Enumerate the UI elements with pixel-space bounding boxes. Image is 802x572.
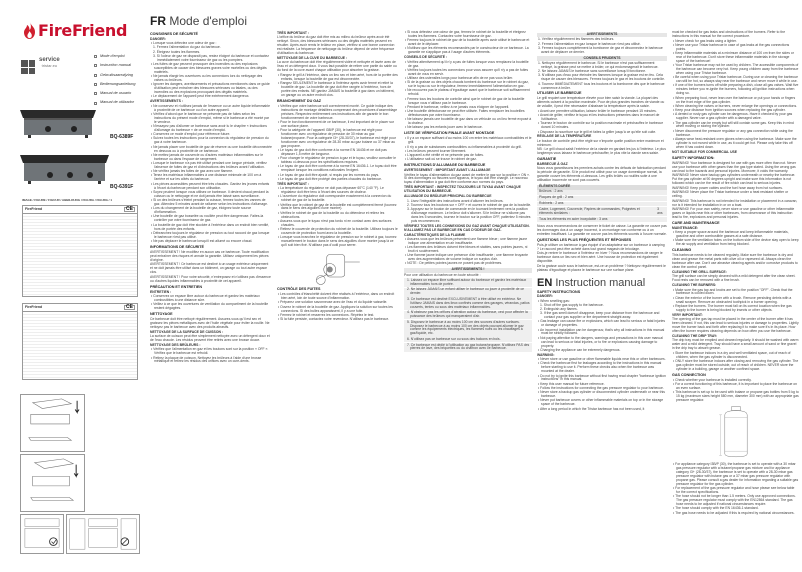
- fr-section-title: [150, 14, 247, 28]
- list-item: • Suivez toutes les instructions pour la connexion du régulateur de pression du gaz à votre barbecue.: [151, 136, 269, 145]
- list-item: • Do not try to ignite this barbecue without first having read chapter "barbecue ignition instructions" in this manual.: [538, 373, 666, 382]
- cert-brand: FireFriend: [25, 305, 43, 309]
- list-item: • Vérifiez toujours toutes les connexions pour vous assurer qu'il n'y a pas de fuites avant de vous en servir.: [405, 67, 529, 76]
- list-item: • Gas leakage can cause fire or explosions, which can lead to serious or fatal injuries or damage of properties.: [538, 319, 666, 328]
- subheading: AVERTISSEMENTS :: [150, 99, 183, 104]
- subheading: CLEANING THE BURNERS:: [672, 283, 717, 288]
- list-item: • La température du régulateur ne doit pas dépasser 60°C (140 °F). Le régulateur doit être tenu à l'écart des sources de chaleur.: [278, 186, 384, 195]
- subheading: CLEANING THE GRILL SURFACE:: [672, 270, 727, 275]
- section-heading: BRANCHEMENT DU GAZ: [277, 98, 322, 103]
- warranty-table: [537, 185, 667, 224]
- assembly-diagram-1: [20, 394, 85, 452]
- section-heading: CARE AND MAINTENANCE: [672, 221, 720, 226]
- paragraph: Ce barbecue doit être nettoyé régulièrement. Assurez-vous qu'il est sec et graissez les pièces métalliques avec de l'huile végétale pour éviter la rouille. Ne nettoyez pas le barbecue avec des produits abrasifs.: [150, 317, 270, 329]
- paragraph: Le grill requiert une température élevée pour bien saisir la viande. La plupart des aliments cuisent à la position maximale. Pour de plus grandes tranches de viande ou de volaille, il peut être nécessaire d'abaisser la température après la saisie.: [537, 96, 665, 109]
- shaded-heading: AVERTISSEMENTS: [537, 33, 667, 38]
- list-item: • Avant de griller, vérifiez le tuyau et les instructions présentes dans le manuel de l'utilisateur.: [538, 113, 660, 122]
- list-item: • Make sure the gas tap and knobs are set to the position "OFF". Check that the barbecue is cooled down.: [673, 287, 793, 296]
- shaded-heading: CONSEILS PRUDENTS: [537, 56, 667, 61]
- list-item: • Ne recouvrez pas le plateau d'égouttage avant que le barbecue soit suffisamment refroidi.: [405, 88, 530, 97]
- subheading: CARACTÉRISTIQUES DE LA FLAMME: [404, 232, 466, 237]
- list-item: • An incorrect installation can be dangerous; that's why all instructions in this manual must be strictly followed.: [538, 327, 665, 336]
- subheading: DANGER:: [537, 294, 553, 299]
- paragraph: The opening of the gas tap must be placed in the center of the burner after it has been cleaned. If not, this can lead to serious injuries or damage to properties. Lightly move the burner back and forth after replacing it to make sure it's in its place. How often the burner requires cleaning depends on how often you use the barbecue.: [672, 317, 799, 333]
- paragraph: must be checked for gas leaks and obstructions of the burners. Refer to the instructions in this manual for the correct procedure.: [672, 30, 786, 38]
- list-item: • Keep inflammable materials at a minimum distance of 100 cm from the sides or rear of the barbecue. Don't store these inflammable materials in the storage space of the barbecue!: [673, 50, 794, 63]
- language-list: [94, 52, 135, 108]
- numbered-item: 3. Si l'odeur de gaz ne disparaît pas, restez éloigné du barbecue et contactez immédiatement votre fournisseur de gaz ou les pompiers.: [153, 53, 270, 62]
- subheading: WARNING:: [537, 352, 555, 357]
- en-section-title: [537, 277, 667, 289]
- list-item: • Ignorer les dangers, avertissements et précautions mentionnés dans ce guide d'utilisation peut entraîner des blessures sérieuses ou fatales, ou des incendies ou des explosions provoquant des dégâts matériels.: [151, 82, 270, 95]
- section-heading: NETTOYAGE: [150, 312, 173, 317]
- paragraph: NB : Le grill chaud saisit l'extérieur de la viande en gardant les jus à l'intérieur. Le plus longtemps vous laissez le barbecue préchauffer, le plus vite la viande sera saisie.: [537, 147, 666, 156]
- lang-code: FR: [150, 14, 166, 28]
- section-heading: PRÉCAUTION ET ENTRETIEN: [150, 284, 203, 289]
- list-item: • For replacement of the gas pressure regulator and hose please see below table for the correct specifications.: [673, 485, 795, 494]
- paragraph: AVERTISSEMENT ! Ce barbecue est destiné à un usage extérieur uniquement et ne doit jamais être utilisé dans un bâtiment, un garage ou tout autre espace clos.: [150, 262, 269, 275]
- language-item[interactable]: Instruction manual: [94, 61, 135, 70]
- list-item: • Les fuites de gaz peuvent provoquer des incendies ou des explosions susceptibles de causer des blessures graves voire mortelles ou des dégâts matériels.: [151, 61, 267, 74]
- list-item: • ONLY store the barbecue indoors after closing and removing the gas cylinder. The gas cylinder must be stored outside, out of reach of children. NEVER store the cylinder in a building, garage or another confined space.: [673, 358, 799, 371]
- list-item: • Ne mettez jamais de couvercle ou d'autres matériaux inflammables sur le barbecue ou dans l'espace de rangement.: [151, 152, 264, 161]
- list-item: • Fermez toujours le robinet de gaz de la bouteille après avoir utilisé le barbecue et avant de le déplacer.: [405, 38, 530, 47]
- table-cell: Cadre, Logement, Couvercle, Papiers de commandes, Poignées et éléments similaires :: [537, 207, 655, 217]
- list-item: • Ne conservez et n'utilisez jamais de l'essence ou un autre liquide inflammable à proximité de ce barbecue ou d'un autre appareil.: [151, 103, 270, 112]
- list-item: • Débranchez toujours le régulateur de pression ou tout raccord de gaz lorsque le barbecue n'est pas utilisé.: [151, 230, 270, 239]
- list-item: • Si la fuite persiste, contactez votre revendeur. N'utilisez pas le barbecue.: [278, 317, 390, 322]
- list-item: • Rangez SEULEMENT le barbecue à l'intérieur après avoir fermé et retiré la bouteille de gaz. La bouteille de gaz doit être rangée à l'extérieur, hors de portée des enfants. NE gardez JAMAIS la bouteille à gaz dans un bâtiment, un garage ou un autre endroit clos.: [278, 80, 395, 97]
- list-item: 2. Fermez l'alimentation en gaz lorsque le barbecue n'est pas utilisé.: [538, 41, 641, 46]
- table-cell: Brûleurs : 2 ans: [537, 190, 655, 195]
- shaded-heading: AVERTISSEMENTS !: [404, 268, 532, 273]
- list-item: • Always wear heat-resistant oven gloves when using the barbecue. Make sure the cylinder is not moved while in use, as it could get hot. Please only take this off when it has cooled down.: [673, 136, 797, 149]
- subheading: NOT SUITABLE FOR COMMERCIAL USE: [672, 149, 738, 154]
- list-item: • Assurez-vous que les brûleurs présentent une flamme bleue ; une flamme jaune indique une alimentation en air insuffisante.: [405, 236, 528, 245]
- numbered-item: 1. Lisez l'intégralité des instructions avant d'allumer les brûleurs.: [407, 198, 504, 203]
- list-item: • Retirez la plaque de cuisson. Nettoyez les brûleurs à l'aide d'une brosse métallique et retirez les résidus des orifices avec un cure-dents.: [151, 355, 262, 364]
- language-item[interactable]: Bedienungsanleitung: [94, 80, 135, 89]
- list-item: • Ouvrez le robinet de la bouteille de gaz. Appliquez la solution sur toutes les connexions. Si des bulles apparaissent, il y a une fuite.: [278, 304, 393, 313]
- list-item: • Ne vérifiez jamais les fuites de gaz avec une flamme.: [151, 169, 234, 174]
- table-header: ÉLÉMENTS DURÉE: [537, 185, 655, 190]
- certificate-table: [22, 205, 138, 297]
- list-item: • Never use your Tristar barbecue in case of gas leaks at the gas connections points.: [673, 42, 790, 51]
- list-item: • Si vous détectez une odeur de gaz, fermez le robinet de la bouteille et éteignez toutes les flammes. Contactez votre fournisseur de gaz.: [405, 30, 526, 38]
- list-item: • Si de la graisse ou des objets chauds tombent du barbecue sur le robinet du gaz, sur le tuyau ou sur le régulateur, fermez immédiatement l'alimentation en gaz.: [405, 80, 529, 89]
- list-item: • Vérifiez que l'alimentation en gaz et les boutons sont sur la position « OFF ». Vérifiez que le barbecue est refroidi.: [151, 347, 269, 356]
- service-url: tristar.eu: [41, 63, 58, 68]
- list-item: • Lorsque vous détectez une odeur de gaz :: [151, 41, 217, 46]
- paragraph: Nous vous recommandons de conserver le ticket de caisse. La garantie ne couvre pas les dommages dus à un usage incorrect, à un montage non conforme ou à un entretien insuffisant. La garantie ne couvre pas les éléments soumis à l'usure normale.: [537, 223, 667, 236]
- numbered-item: 3. Appuyez sur le bouton de commande en le tournant lentement vers la position d'allumage maximum. Le brûleur doit s'allumer. Si le brûleur ne s'allume pas dans les 5 secondes, tournez le bouton sur la position OFF, patientez 5 minutes puis recommencez.: [407, 206, 531, 223]
- section-heading: CONSIGNES DE SÉCURITÉ: [150, 32, 198, 36]
- list-item: • Une flamme jaune indique une présence d'air insuffisante ; une flamme bruyante avec des augmentations de volume indique un surplus d'air.: [405, 253, 528, 262]
- list-item: • The hose should comply with the EN 16436-1 standard.: [673, 506, 759, 511]
- list-item: • The hose should not be longer than 1.5 meters. Only use approved connections. The gas pressure regulator must comply with the EN12864 standard. The gas hose needs to be adjusted if national circumstances require.: [673, 494, 796, 507]
- ce-mark: CE: [126, 206, 133, 212]
- cert-table-body: [23, 214, 137, 296]
- list-item: • Check whether your barbecue is installed correctly.: [673, 377, 752, 382]
- paragraph: WARNING! For your own safety, never store or use gasoline or other inflammable gases or liquids near this or other barbecues, from observance of this instruction lead to fire, explosions and personal injuries.: [672, 207, 795, 220]
- list-item: • Le tuyau de gaz doit être conforme à la norme EN 16436 et ne doit pas dépasser 1,5 mètre de longueur.: [278, 148, 387, 157]
- paragraph: Vérifiez le tuyau d'alimentation du gaz avant de mettre le gaz sur la position « ON ». Si des dommages ou fissures sont apparus, le tuyau doit être changé. Le nouveau tuyau d'alimentation à gaz doit être conforme aux normes du pays.: [404, 172, 530, 185]
- list-item: • Not paying attention to the dangers, warnings and precautions in this user manual can lead to serious or fatal injuries, or to fire or explosions causing damage to property.: [538, 335, 663, 348]
- section-heading: SAFETY INFORMATION:: [672, 155, 715, 160]
- shaded-list-item: 6. N'utilisez pas ce barbecue sur ou sous des balcons en bois.: [404, 337, 532, 342]
- ce-mark: CE: [126, 304, 133, 310]
- assembly-diagram-2: [20, 454, 85, 512]
- numbered-item: 2. Tournez tous les boutons sur « OFF » et ouvrez le robinet de gaz de la bouteille.: [407, 202, 532, 207]
- list-item: • When cleaning the valves or burners, never enlarge the openings or connections.: [673, 103, 798, 108]
- list-item: 3. Fermez toujours complètement la bombonne de gaz et déconnectez le barbecue avant de déplacer ce dernier.: [538, 45, 663, 54]
- section-label: Mode d'emploi: [169, 14, 248, 28]
- list-item: • Vérifiez d'abord que le barbecue ne présente pas de fuites selon les instructions du présent mode d'emploi, même si le barbecue a été monté par le vendeur.: [151, 111, 270, 124]
- table-row: [537, 217, 667, 223]
- section-heading: CONTRÔLE DES FUITES: [277, 287, 321, 292]
- list-item: • Disposez la nourriture sur le grill et faites la griller jusqu'à ce qu'elle soit cuite.: [538, 129, 657, 134]
- list-item: • Le déplacement de l'appareil peut être extrêmement dangereux.: [151, 94, 250, 99]
- list-item: • Le tuyau de gaz doit être conforme à la norme EN 16436-1. Le tuyau doit être remplacé lorsque les conditions nationales l'exigent.: [278, 164, 397, 173]
- list-item: • Pour le bon fonctionnement de ce barbecue, il est important de le placer sur une surface plane.: [278, 119, 394, 128]
- table-cell: Robinets : 2 ans: [537, 201, 655, 207]
- numbered-item: 2. Éteignez toutes les flammes.: [153, 49, 201, 54]
- list-item: • Ne laissez jamais une bouteille de gaz dans un véhicule ou un lieu fermé exposé à la chaleur.: [405, 117, 532, 126]
- list-item: • Changing the appliance can be extremely dangerous.: [538, 347, 621, 352]
- list-item: • Replace the burners. The burner must fall on its correct location when the gas supply to the burner is being blocked by insects or other objects.: [673, 303, 792, 312]
- list-item: • Follow the instructions for connecting the gas pressure regulator to your barbecue.: [538, 385, 664, 390]
- numbered-item: 2. Extinguish any flames.: [540, 307, 578, 312]
- subheading: TRÈS IMPORTANT :: [277, 181, 309, 186]
- subheading: VERY IMPORTANT:: [672, 312, 703, 317]
- list-item: • Vérifiez attentivement qu'il n'y a pas de fuites lorsque vous remplacez la bouteille de gaz.: [405, 59, 529, 68]
- flame-icon: [22, 22, 38, 40]
- list-item: • Pour changer le régulateur de pression à gaz et le tuyau, veuillez consulter le tableau ci-dessous pour les spécifications requises.: [278, 156, 397, 165]
- certificate-table: [22, 303, 138, 380]
- table-cell: 3 ans: [655, 207, 667, 217]
- table-cell: Plaques de grill : 2 ans: [537, 195, 655, 201]
- list-item: • Une bouteille défectueuse ne peut être utilisée. Faites remplacer les bouteilles défectueuses par votre fournisseur.: [405, 109, 525, 118]
- list-item: • Conservez un espace libre autour du barbecue et gardez les matériaux combustibles à une distance sûre.: [151, 293, 260, 302]
- section-heading: GAS CONNECTION: [672, 372, 706, 377]
- model-label: BQ-6391F: [110, 184, 134, 190]
- paragraph: Nous vous garantissons les premiers achats contre les défauts de fabrication pendant la période de garantie. Si le produit est utilisé pour un usage domestique normal, la garantie couvre les éléments ci-dessous. Les grills brûlés ou rouillés suite à une utilisation incorrecte ne sont pas couverts.: [537, 166, 666, 183]
- paragraph: The grill surface can be simply cleaned with a mild detergent after the clean sheet. Food rests can be removed with a fine brush.: [672, 274, 796, 283]
- table-row: [537, 207, 667, 217]
- brand-logo: [22, 21, 127, 40]
- list-item: • Never put barbecue covers or other inflammable materials on top or in the storage space of the barbecue.: [538, 398, 664, 407]
- list-item: • Never disconnect the pressure regulator or any gas connection while using the barbecue.: [673, 128, 793, 137]
- language-item[interactable]: Mode d'emploi: [94, 52, 135, 61]
- list-item: • Keep this user manual for future reference.: [538, 381, 605, 386]
- gas-cylinder-diagram: [715, 405, 757, 461]
- text-column-1: [150, 31, 272, 365]
- list-item: • Si un des brûleurs s'éteint pendant la cuisson, fermez toutes les vannes de gaz. Attendez 5 minutes avant de rallumer selon les instructions d'allumage.: [151, 198, 268, 206]
- paragraph: AVERTISSEMENT ! Ne modifiez en aucun cas ce barbecue. Toute modification peut entraîner des risques et annule la garantie. Utilisez uniquement les pièces d'origine.: [150, 249, 269, 262]
- subheading: DANGER:: [150, 36, 166, 41]
- list-item: • Les brûleurs peuvent tourner librement.: [405, 148, 467, 153]
- list-item: • Keep a proper space around the barbecue and keep inflammable materials, gasoline and other combustible gasses at a safe distance.: [673, 230, 789, 239]
- shaded-list-item: 1. Laissez un espace libre suffisant autour du barbecue et gardez les matériaux inflammables hors de portée.: [404, 278, 532, 287]
- cert-table-body: [23, 312, 137, 379]
- list-item: • Never check for gas leaks using a lighter.: [673, 38, 737, 43]
- section-heading: LISTE DE VÉRIFICATION FINALE AVANT MONTAGE: [404, 131, 495, 136]
- list-item: • Le tuyau de gaz doit être ajusté, si requis par les normes du pays.: [278, 172, 380, 177]
- list-item: 3. N'utilisez pas d'eau pour éteindre les flammes lorsque la graisse est en feu. Cela risque de causer des blessures. Fermez toujours le gaz et les boutons de contrôle.: [538, 73, 666, 82]
- subheading: CONSEILS DE SÉCURITÉ :: [404, 55, 448, 60]
- list-item: • Utilisez des ustensiles longs pour barbecue afin de ne pas vous brûler.: [405, 75, 514, 80]
- numbered-item: 1. Shut off the gas supply to the barbecue.: [540, 302, 604, 307]
- list-item: • Vérifiez le robinet de gaz de la bouteille ou du détendeur et retirez les obstructions.: [278, 210, 385, 219]
- list-item: • Ne laissez pas les enfants jouer avec le barbecue.: [405, 125, 483, 130]
- section-heading: QUESTIONS LES PLUS FRÉQUENTES ET RÉPONSES: [537, 237, 632, 242]
- list-item: • N'essayez pas d'allumer ce barbecue sans avoir lu le chapitre « Instructions d'allumage du barbecue » de ce mode d'emploi.: [151, 123, 267, 132]
- shaded-list-item: 4. N'obstruez pas les orifices d'aération autour du barbecue, ceci pour affecter la puissance des brûleurs qui manqueraient d'air.: [404, 311, 532, 320]
- list-item: • Keep your distance from ignition sources when replacing the gas cylinder.: [673, 108, 786, 113]
- list-item: • Une bouteille de gaz bosselée ou rouillée peut être dangereuse. Faites-la contrôler par votre fournisseur de gaz.: [151, 214, 264, 223]
- list-item: • Ne pas déplacer le barbecue lorsqu'il est allumé ou encore chaud.: [151, 239, 253, 244]
- list-item: • Lors du changement de la bouteille de gaz, éloignez toute source d'inflammation.: [151, 206, 252, 215]
- shaded-list-item: 5. Disposez le barbecue à au moins 100 cm des sources d'autres surfaces. Disposez le barbecue à au moins 100 cm des objets pouvant allumer le gaz comme les équipements électriques, les flammes nues ou les chauffages à gaz/liquide, etc.: [404, 320, 532, 337]
- product-image-2-burner: [18, 108, 98, 138]
- paragraph: Puis-je utiliser un barbecue à gaz équipé d'un adaptateur sur un barbecue à camping ? Le raccord peut être acheté dans tout grand magasin de bricolage.: [537, 242, 665, 251]
- list-item: • For a correct functioning of this barbecue, it is important to place the barbecue on an even surface.: [673, 381, 798, 390]
- subheading: VÉRIFIEZ TOUTES LES CONNEXIONS DU GAZ AVANT CHAQUE UTILISATION. N'ALLUMEZ PAS LE BARBECUE EN CAS D'ODEUR DE GAZ.: [404, 223, 530, 232]
- list-item: • Check the barbecue first for leakages according to the instructions in this manual before starting to use it. Perform these checks also when the barbecue was mounted at the dealer.: [538, 361, 662, 374]
- list-item: • Ne jamais élargir les ouvertures ou les connexions lors du nettoyage des valves ou brûleurs.: [151, 73, 263, 82]
- list-item: • Fermez tous les boutons de contrôle ainsi que le robinet de gaz de la bouteille lorsque vous n'utilisez pas le barbecue.: [405, 96, 525, 105]
- list-item: • Fermez le robinet et resserrez les connexions. Répétez le test.: [278, 312, 375, 317]
- paragraph: WARNING! Your barbecue is designed for use with gas more often than not. Never use your barbecue with other gases than the gas type stated. Using the wrong gas can lead to fire hazards and personal injuries. Moreover, it voids the warranty.: [672, 160, 797, 173]
- paragraph: The drip tray must be emptied and cleaned regularly. It should be washed with warm water and a mild detergent. Tray should have a small amount of sand or fine gravel in the drip tray to absorb grease.: [672, 338, 799, 351]
- list-item: • L'appareil a été vérifié et ne présente pas de fuites.: [405, 153, 484, 158]
- text-column-5: [672, 31, 799, 516]
- subheading: TRÈS IMPORTANT : INSPECTEZ TOUJOURS LE TUYAU AVANT CHAQUE UTILISATION DU BARBECUE.: [404, 185, 521, 194]
- list-item: • Il n'y a pas de substances combustibles ou inflammables à proximité du grill.: [405, 144, 522, 149]
- section-heading: UTILISER LE BARBECUE: [537, 91, 582, 96]
- section-label: Instruction manual: [555, 276, 646, 289]
- list-item: • Make sure the ventilation holes on the bottom side of the device stay open to keep the air supply and ventilation from being blocked.: [673, 238, 799, 247]
- numbered-item: 3. If the gas smell doesn't disappear, keep your distance from the barbecue and contact your gas supplier or fire department straight away.: [540, 311, 660, 320]
- paragraph: Dois-je rentrer le barbecue à l'intérieur en hiver ? Nous recommandons de ranger le barbecue dans un lieu sec et bien aéré. Une housse de protection est également disponible.: [537, 251, 663, 264]
- paragraph: WARNING! Never store backup gas cylinders underneath or nearby the barbecue. Put the gas cylinder at 90 degrees upright and make sure this information is not followed which can be the result of fire which can lead to serious injuries.: [672, 173, 796, 186]
- subheading: CLEANING THE DRIP TRAY:: [672, 333, 718, 338]
- list-item: • The gas cylinder can be empty but will still contain some gas. Keep this in mind when moving or storing the cylinder.: [673, 120, 794, 129]
- list-item: • Pendant le barbecue, veillez à ne jamais vous éloigner de l'appareil.: [405, 104, 510, 109]
- correct-placement-image: [20, 514, 64, 554]
- list-item: • Be careful when using your Tristar barbecue. During use or cleaning the barbecue can still be hot, so always stay near the barbecue and never move it while in use.: [673, 75, 799, 84]
- list-item: • Ne jamais placer une bouteille de gaz de réserve ou une bouteille déconnectée en dessous ou à proximité de ce barbecue.: [151, 144, 272, 153]
- list-item: • Il y a un espace suffisant d'au moins 100 cm entre les matériaux combustibles et le grill.: [405, 136, 532, 145]
- paragraph: La cuve du barbecue doit être régulièrement vidée et nettoyée et lavée avec de l'eau et un détergent doux. Il vous faut possible de retirer une partie du sable ou du fond de la cuve avant chaque utilisation pour absorber la graisse.: [277, 60, 397, 73]
- list-item: • Les contrôles d'étanchéité doivent être réalisés à l'extérieur, dans un endroit bien aéré, loin de toute source d'inflammation.: [278, 292, 395, 301]
- service-logo: [39, 58, 60, 68]
- subheading: AVERTISSEMENT : IMPORTANT AVANT L'ALLUMAGE: [404, 168, 491, 173]
- list-item: • If one of the burners turns off while preparing a dish, close all gas valves. Wait five minutes before you re-ignite the burners, following all ignition instructions when doing so.: [673, 83, 799, 96]
- list-item: 1. Nettoyez régulièrement le barbecue. Si le barbecue n'est pas suffisamment nettoyé, la graisse peut se mettre à brûler, ce qui endommagerait le barbecue.: [538, 60, 659, 69]
- model-label: BQ-6389F: [110, 134, 134, 140]
- paragraph: L'orifice du brûleur du gaz doit être mis au milieu du brûleur après avoir été nettoyé. Sinon, des blessures sérieuses ou des dégâts matériels peuvent en résulter. Après avoir remis le brûleur en place, vérifiez si une bonne connexion est réalisée. La fréquence de nettoyage du brûleur dépend de votre fréquence d'utilisation du barbecue.: [277, 35, 395, 56]
- language-item[interactable]: Gebruiksaanwijzing: [94, 71, 135, 80]
- list-item: • Never store a backup gas cylinder or disconnected cylinder underneath or near this barbecue.: [538, 390, 665, 399]
- list-item: • When preparing food, never lean over the barbecue or put your hands or fingers on the front edge of the gas cylinder.: [673, 95, 796, 104]
- list-item: • Vérifiez que votre barbecue soit correctement monté. Ce guide indique des instructions de montage détaillées comprenant des procédures d'assemblage précises. Respectez entièrement ces instructions afin de garantir le bon fonctionnement de votre barbecue.: [278, 103, 398, 120]
- lang-code: EN: [537, 276, 553, 289]
- list-item: • Lorsque le barbecue n'a pas été utilisé pendant une longue période, vérifiez l'absence de fuites de gaz et d'obstructions des brûleurs avant l'utilisation.: [151, 160, 267, 169]
- list-item: • L'utilisateur sait où se trouve le robinet de gaz.: [405, 157, 477, 162]
- list-item: • Les pièces accessibles peuvent être très chaudes. Gardez les jeunes enfants à l'écart du barbecue pendant son utilisation.: [151, 181, 270, 190]
- paragraph: La surface de cuisson peut être simplement nettoyée avec un détergent doux et de l'eau chaude. Les résidus peuvent être retirés avec une brosse douce.: [150, 334, 270, 343]
- section-heading: GARANTIE: [537, 157, 557, 162]
- text-column-3: [404, 31, 532, 353]
- subheading: NETTOYAGE DES BRÛLEURS :: [150, 343, 201, 348]
- text-column-4: [537, 31, 667, 412]
- list-item: • This barbecue is set up to be used with butane or propane gas bottles from 5 kg to 15 kg (maximum sizes height 580 mm, diameter 300 mm) with an appropriate gas pressure regulator.: [673, 390, 799, 402]
- list-item: • Tournez le bouton de contrôle sur la position maximale et préchauffez le barbecue durant 10 minutes.: [538, 121, 664, 130]
- list-item: • Assurez-vous que le tuyau n'est pas tordu ni en contact avec des surfaces chaudes.: [278, 218, 392, 227]
- language-item[interactable]: Manual de utilizador: [94, 98, 135, 107]
- list-item: • A dented or rusty gas cylinder can be dangerous. Have it checked by your gas supplier. Never use a gas cylinder with a damaged valve.: [673, 112, 793, 121]
- subheading: ALLUMAGE DU BRÛLEUR PRINCIPAL DU BARBECUE: [404, 194, 492, 199]
- paragraph: De la graisse coule sous le barbecue, est-ce un problème ? Nettoyez régulièrement le plateau d'égouttage et placez le barbecue sur une surface plane.: [537, 263, 666, 272]
- list-item: • N'utilisez que les éléments recommandés par le constructeur de ce barbecue. La garantie ne s'applique pas à l'usage d'autres éléments.: [405, 46, 529, 55]
- shaded-list-item: 7. Ce barbecue est dédié à l'utilisation au gaz butane/propane. N'utilisez PAS des pierres de lave, des briquettes ou du charbon avec ce barbecue.: [404, 343, 532, 352]
- subheading: MAINTENANCE:: [672, 225, 699, 230]
- list-item: • Clean the exterior of the burner with a brush. Remove persisting debris with a small scraper. Remove an obstructed toothpick in a burner opening.: [673, 295, 792, 304]
- list-item: • Pour la catégorie de l'appareil I3B/P (30), le barbecue est réglé pour fonctionner avec un régulateur de pression de 30 mbar au gaz butane/propane. Pour la catégorie I3+ (28-30/37), le barbecue est réglé pour fonctionner avec un régulateur de 28-30 mbar au gaz butane ou 37 mbar au gaz propane.: [278, 128, 396, 148]
- paragraph: WARNING! Keep power cables and the fuel hose away from hot surfaces.: [672, 185, 783, 190]
- list-item: • Les flammes des brûleurs doivent être bleues et stables, sans pointes jaunes, ni bruit ni soulèvement.: [405, 244, 528, 253]
- list-item: • Préparez une solution savonneuse avec de l'eau et du liquide vaisselle.: [278, 300, 388, 305]
- list-item: • Veillez à ce que les ouvertures de ventilation du compartiment de la bouteille restent dégagées.: [151, 302, 269, 311]
- list-item: • After a long period in which the Tristar barbecue has not been used, it: [538, 406, 645, 411]
- paragraph: AVERTISSEMENT ! Pour votre sécurité, n'entreposez et n'utilisez pas d'essence ou d'autres liquides inflammables à proximité de cet appareil.: [150, 274, 271, 283]
- list-item: • Conservez ce mode d'emploi pour référence future.: [151, 132, 231, 137]
- list-item: 2. Ne laissez JAMAIS le barbecue sans surveillance lorsqu'il fonctionne.: [538, 69, 647, 74]
- list-item: • Rangez le grill à l'intérieur, dans un lieu sec et bien aéré, hors de la portée des enfants, lorsque la bouteille de gaz est déconnectée.: [278, 72, 398, 81]
- regulator-illustration: [311, 250, 365, 286]
- subheading: NETTOYAGE DE LA CUVE DU BARBECUE :: [277, 56, 348, 61]
- paragraph: Pour une utilisation du barbecue en toute sécurité :: [404, 272, 481, 277]
- incorrect-placement-image: [66, 514, 140, 554]
- subheading: NETTOYAGE DE LA SURFACE DE CUISSON :: [150, 329, 223, 334]
- paragraph: WARNING! Never place the Tristar barbecue under a heat resistant shelter or ceiling.: [672, 190, 789, 199]
- text-column-2: [277, 31, 399, 322]
- brand-name: FireFriend: [38, 21, 128, 40]
- section-heading: CLEANING: [672, 248, 692, 253]
- list-item: • Lorsque vous branchez le régulateur de pression sur le robinet à gaz, tournez manuellement le bouton dans le sens des aiguilles d'une montre jusqu'à ce qu'il soit bien fixé. N'utilisez pas d'outil pour serrer.: [278, 235, 397, 248]
- subheading: BARBECUE À GAZ: [537, 162, 568, 167]
- list-item: • NOTE : De petites pointes jaunes ne posent pas de problèmes.: [405, 261, 503, 266]
- section-heading: INFORMATIONS DE SÉCURITÉ: [150, 245, 205, 249]
- list-item: 4. Tournez IMMÉDIATEMENT tous les boutons et la bombonne dès que le barbecue commence à brûler.: [538, 81, 665, 90]
- list-item: • Your Tristar barbecue may not be used by children. The accessible components of the barbecue can become very hot. Keep young children away from the barbecue when using your Tristar barbecue.: [673, 63, 799, 76]
- list-item: 1. Vérifiez régulièrement les flammes des brûleurs.: [538, 37, 615, 42]
- shaded-list-item: 2. Ne laissez JAMAIS un enfant utiliser le barbecue ou jouer à proximité de ce dernier.: [404, 288, 532, 297]
- service-label: service: [39, 57, 60, 63]
- list-item: • Soyez prudent lorsque vous utilisez ce barbecue. Il devient chaud pendant la cuisson ou le nettoyage et ne doit jamais être laissé sans surveillance.: [151, 189, 269, 198]
- list-item: • Retirez le couvercle de protection du robinet de la bouteille. Utilisez toujours le couvercle de protection fourni avec la bouteille.: [278, 227, 398, 236]
- product-image-3-burner: [18, 153, 111, 185]
- section-heading: SAFETY INSTRUCTIONS: [537, 289, 581, 294]
- language-item[interactable]: Manual de usuario: [94, 89, 135, 98]
- subheading: TRÈS IMPORTANT :: [277, 31, 309, 35]
- list-item: • The gas hose needs to be adjusted if this is required by national circumstances.: [673, 510, 795, 515]
- list-item: • Store the barbecue indoors in a dry and well ventilated space, out of reach of children, when the gas cylinder is disconnected.: [673, 350, 791, 359]
- list-item: • Never store or use gasoline or other flammable liquids near this or other barbecues.: [538, 357, 666, 362]
- list-item: • Tenez les matériaux inflammables à une distance minimale de 100 cm à l'arrière et sur les côtés du barbecue.: [151, 173, 262, 182]
- numbered-item: 1. Fermez l'alimentation du gaz du barbecue.: [153, 45, 221, 50]
- paragraph: Le bouton de contrôle peut être réglé sur n'importe quelle position entre maximum et minimum.: [537, 138, 664, 147]
- subheading: ENTRETIEN :: [150, 289, 172, 294]
- safety-icons: [21, 60, 35, 74]
- list-item: • When smelling gas:: [538, 298, 570, 303]
- subheading: RÉGLAGE DE LA TEMPÉRATURE: [537, 134, 592, 139]
- table-cell: [655, 217, 667, 223]
- list-item: • Le tuyau de gaz doit être protégé des parties chaudes du barbecue.: [278, 176, 382, 181]
- paragraph: This barbecue needs to be cleaned regularly. Make sure the barbecue is dry and clean and grease the metal parts with olive oil or rapeseed oil. Always clean the barbecue after use. Don't use abrasive cleaning agents and/or corrosive products to clean the control panel.: [672, 253, 798, 270]
- table-cell: Tous les éléments en acier inoxydable : 3 ans: [537, 217, 655, 223]
- list-item: • Vérifiez que le robinet de gaz de la bouteille est complètement fermé (tournez dans le sens des aiguilles d'une montre).: [278, 202, 397, 211]
- list-item: • Avant une première utilisation, laissez brûler le barbecue pendant 15 minutes.: [538, 108, 657, 113]
- list-item: • For appliance category I3B/P (30), the barbecue is set to operate with a 30 mbar gas pressure regulator with a butane/propane gas mixture and for appliance category I3+ (28-30/37), the barbecue is set to operate with a 28-30 mbar gas pressure regulator with butane gas or a 37 mbar gas pressure regulator with propane gas. Please consult a gas dealer for information regarding a suitable gas pressure regulator for the gas cylinder.: [673, 461, 799, 486]
- list-item: • L'ouverture du régulateur doit correspondre exactement à la connexion du robinet de gaz de la bouteille.: [278, 194, 392, 203]
- list-item: • La bouteille de gaz doit être stockée à l'extérieur dans un endroit bien ventilé, hors de portée des enfants.: [151, 222, 270, 231]
- shaded-list-item: 3. Ce barbecue est destiné EXCLUSIVEMENT à être utilisé en extérieur. Ne l'utilisez JAMAIS dans des lieux confinés comme des garages, vérandas, patios couverts, tentes ou sous des matériaux inflammables.: [404, 297, 532, 310]
- figure-caption: IMAGE / FIGURE / FIGUUR / ABBILDUNG / FIGURA / FIGURA / 1: [22, 198, 112, 202]
- paragraph: WARNING! This barbecue is not intended for installation or placement in a caravan, nor is it intended for installation in or on a boat.: [672, 198, 798, 207]
- section-heading: INSTRUCTIONS D'ALLUMAGE DU BARBECUE: [404, 163, 486, 168]
- cert-brand: FireFriend: [25, 207, 43, 211]
